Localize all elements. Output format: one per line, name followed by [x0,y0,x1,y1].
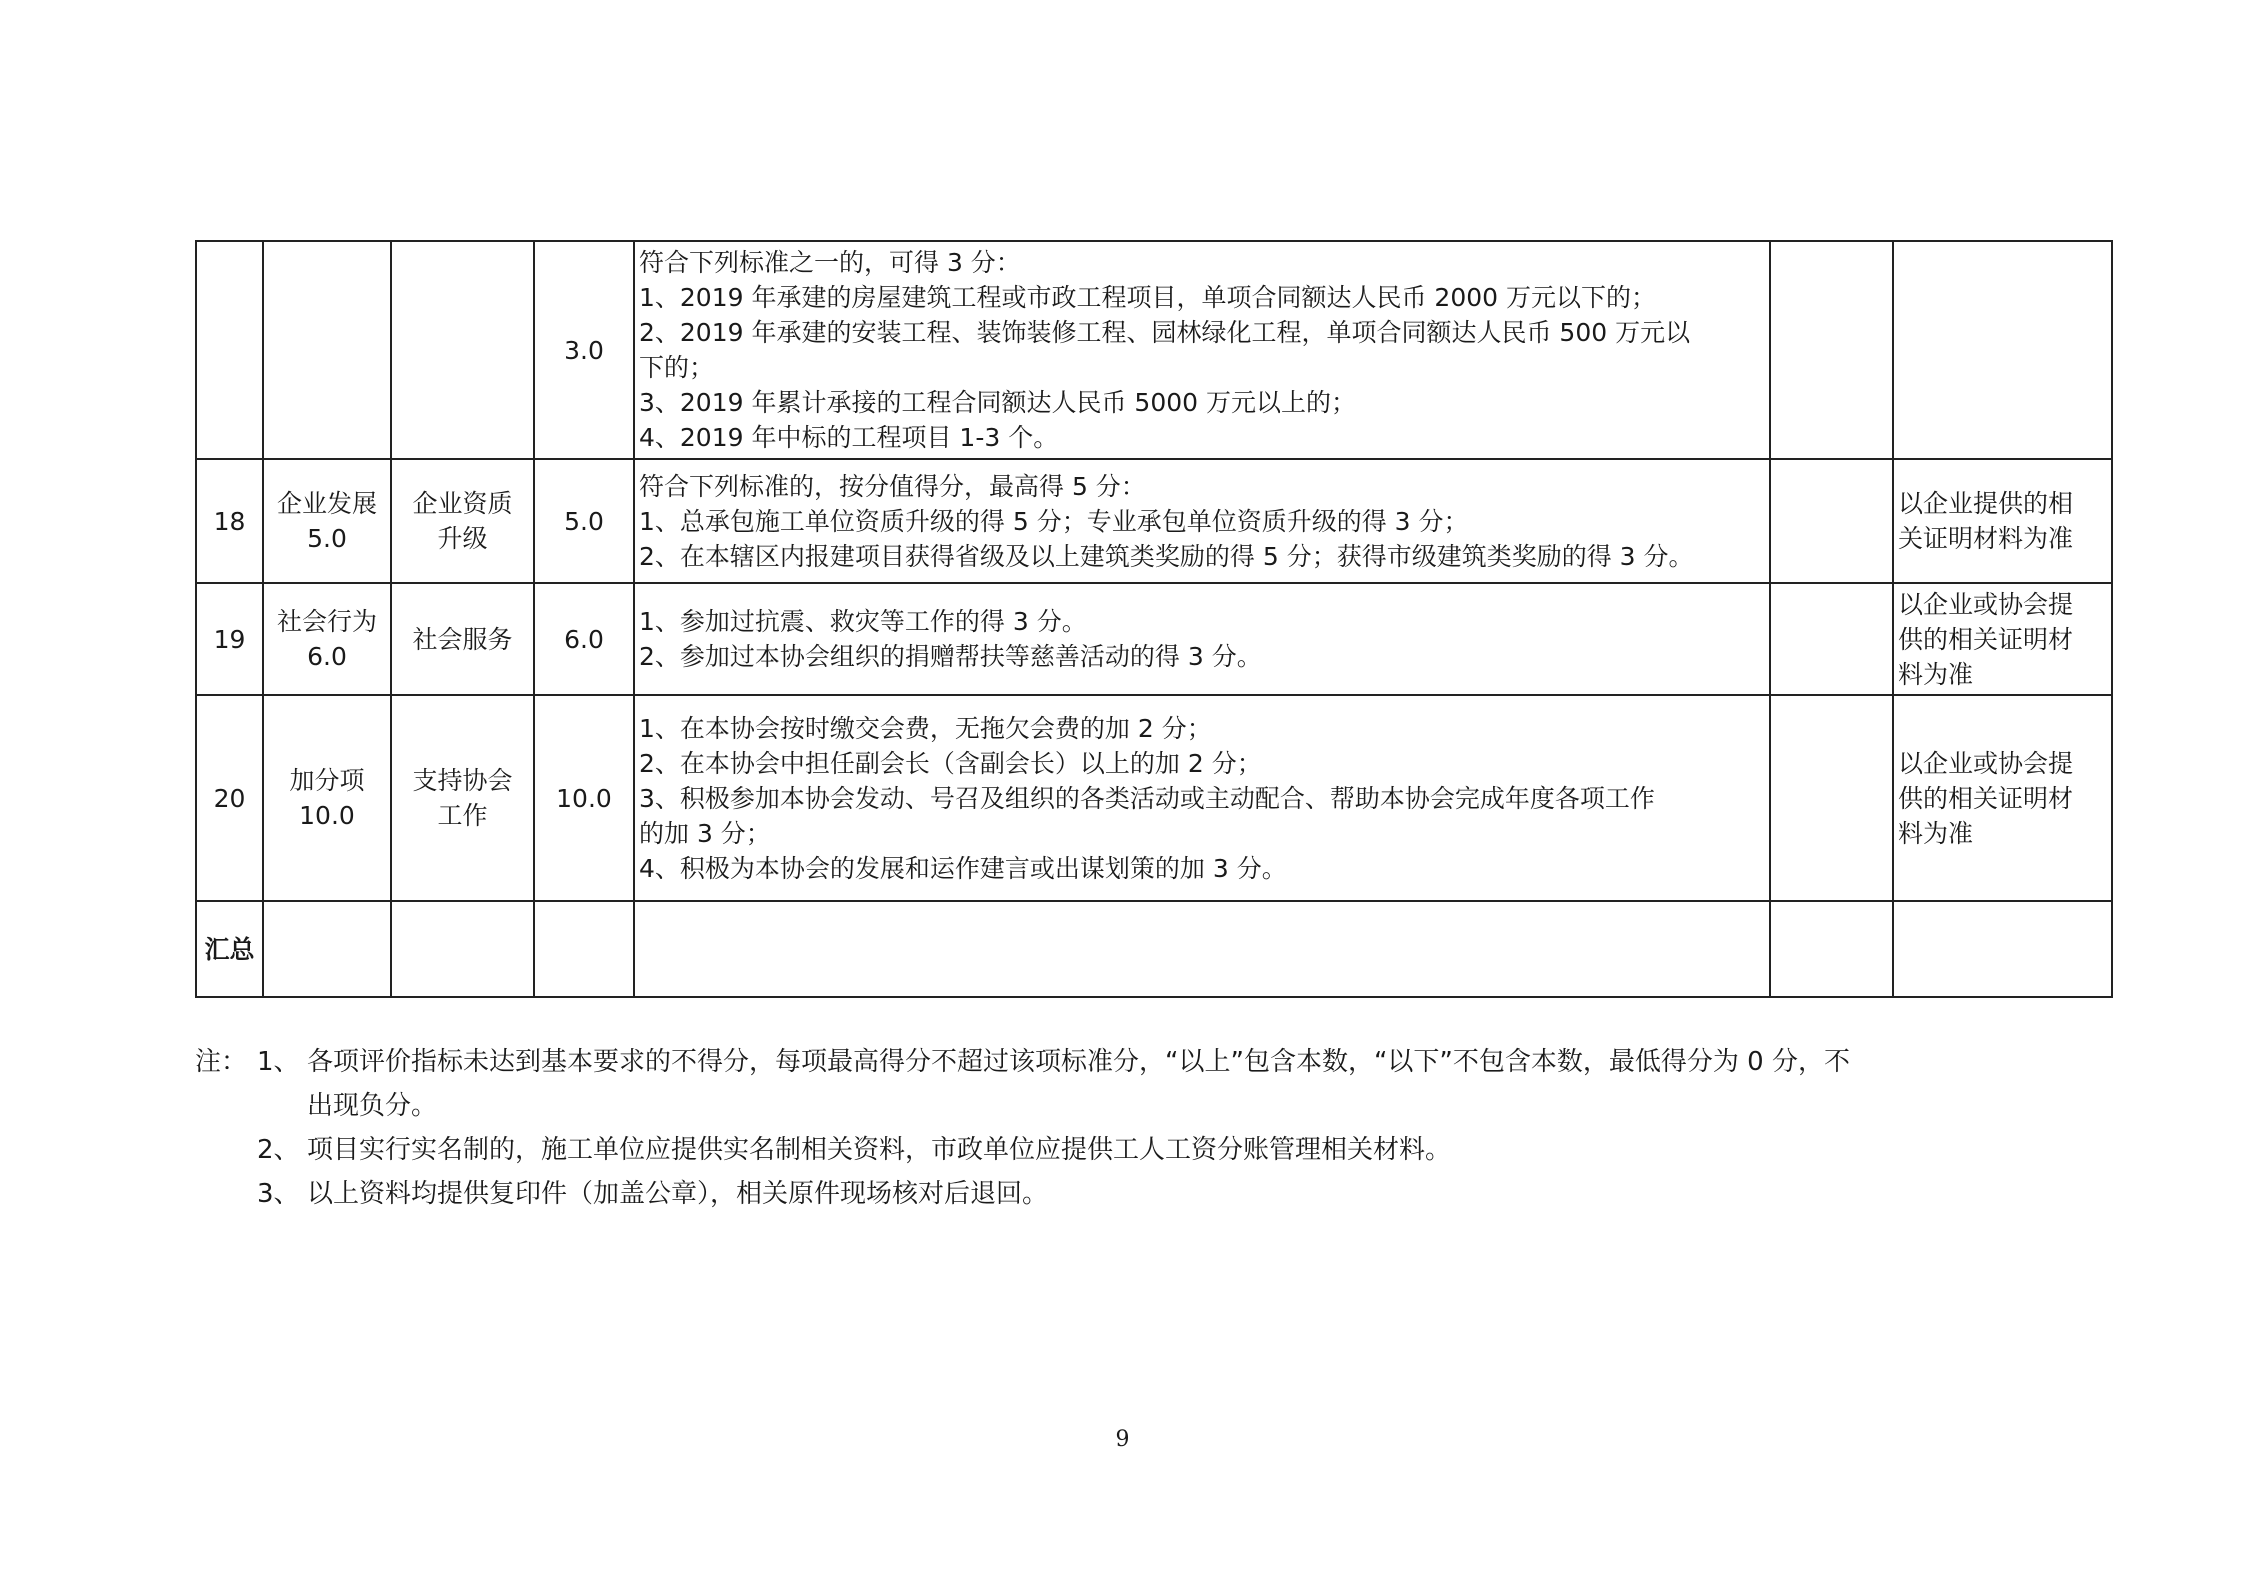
note-number: 2、 [257,1135,300,1165]
total-cell [634,901,1770,997]
row-number: 19 [196,583,263,695]
note-continuation: 出现负分。 [307,1091,438,1121]
note-text: 各项评价指标未达到基本要求的不得分，每项最高得分不超过该项标准分，“以上”包含本数，“以下”不包含本数，最低得分为 0 分，不 [307,1047,1850,1077]
criteria-line: 1、总承包施工单位资质升级的得 5 分；专业承包单位资质升级的得 3 分； [639,506,1469,536]
criteria-line: 符合下列标准之一的，可得 3 分： [639,248,1021,277]
item-cell [391,459,534,583]
total-cell [1770,901,1893,997]
total-row [196,901,2112,997]
score-cell: 6.0 [534,583,634,695]
criteria-line: 4、2019 年中标的工程项目 1-3 个。 [639,423,1059,452]
criteria-line: 2、2019 年承建的安装工程、装饰装修工程、园林绿化工程，单项合同额达人民币 500 万元以 [639,318,1691,347]
note-number: 1、 [257,1047,300,1077]
note-item [195,1172,2095,1216]
actual-score-cell [1770,583,1893,695]
criteria-line: 3、2019 年累计承接的工程合同额达人民币 5000 万元以上的； [639,388,1356,417]
table-row [196,459,2112,583]
criteria-cell [634,695,1770,901]
criteria-line: 1、2019 年承建的房屋建筑工程或市政工程项目，单项合同额达人民币 2000 万元以下的； [639,283,1656,312]
total-cell [534,901,634,997]
item-name: 支持协会 [412,766,513,795]
criteria-line: 下的； [639,353,715,382]
basis-cell [1893,583,2112,695]
category-name: 加分项 [289,766,365,795]
actual-score-cell [1770,695,1893,901]
actual-score-cell [1770,241,1893,459]
category-name: 企业发展 [276,489,377,518]
basis-line: 以企业提供的相 [1898,489,2074,518]
basis-line: 以企业或协会提 [1898,748,2074,778]
row-number [196,241,263,459]
basis-cell [1893,695,2112,901]
criteria-line: 2、在本协会中担任副会长（含副会长）以上的加 2 分； [639,748,1262,778]
row-number: 20 [196,695,263,901]
category-score: 5.0 [307,524,347,553]
notes-prefix: 注： [195,1047,248,1077]
category-score: 10.0 [299,801,355,830]
table-row [196,695,2112,901]
note-number: 3、 [257,1179,300,1209]
basis-line: 关证明材料为准 [1898,524,2074,553]
criteria-line: 2、在本辖区内报建项目获得省级及以上建筑类奖励的得 5 分；获得市级建筑类奖励的得 3 分。 [639,541,1694,571]
criteria-cell [634,241,1770,459]
criteria-line: 1、在本协会按时缴交会费，无拖欠会费的加 2 分； [639,713,1212,743]
note-text: 项目实行实名制的，施工单位应提供实名制相关资料，市政单位应提供工人工资分账管理相关材料。 [307,1135,1452,1165]
basis-line: 料为准 [1898,659,1974,689]
item-cell [391,241,534,459]
item-cell [391,695,534,901]
criteria-line: 4、积极为本协会的发展和运作建言或出谋划策的加 3 分。 [639,853,1287,883]
basis-line: 料为准 [1898,818,1974,848]
basis-line: 供的相关证明材 [1898,783,2074,813]
criteria-line: 1、参加过抗震、救灾等工作的得 3 分。 [639,607,1087,636]
total-cell [391,901,534,997]
criteria-line: 2、参加过本协会组织的捐赠帮扶等慈善活动的得 3 分。 [639,642,1262,671]
criteria-line: 的加 3 分； [639,818,771,848]
table-row [196,583,2112,695]
category-cell [263,695,391,901]
criteria-line: 符合下列标准的，按分值得分，最高得 5 分： [639,471,1146,501]
category-cell [263,459,391,583]
table-body [196,241,2112,997]
category-score: 6.0 [307,642,347,671]
criteria-cell [634,583,1770,695]
note-item [195,1040,2095,1084]
category-cell [263,583,391,695]
category-cell [263,241,391,459]
total-cell [1893,901,2112,997]
basis-cell [1893,459,2112,583]
note-text: 以上资料均提供复印件（加盖公章），相关原件现场核对后退回。 [307,1179,1049,1209]
score-cell: 10.0 [534,695,634,901]
item-name-cont: 工作 [437,801,488,830]
notes-section [195,1040,2095,1216]
criteria-line: 3、积极参加本协会发动、号召及组织的各类活动或主动配合、帮助本协会完成年度各项工作 [639,783,1655,813]
item-name-cont: 升级 [437,524,488,553]
row-number: 18 [196,459,263,583]
basis-cell [1893,241,2112,459]
actual-score-cell [1770,459,1893,583]
basis-line: 以企业或协会提 [1898,589,2074,619]
criteria-cell [634,459,1770,583]
scoring-table [195,240,2113,998]
note-item [195,1128,2095,1172]
score-cell: 5.0 [534,459,634,583]
table-row [196,241,2112,459]
basis-line: 供的相关证明材 [1898,624,2074,654]
item-name: 企业资质 [412,489,513,518]
total-label: 汇总 [196,901,263,997]
total-cell [263,901,391,997]
score-cell: 3.0 [534,241,634,459]
page-number: 9 [1115,1427,1130,1452]
category-name: 社会行为 [276,607,377,636]
item-cell: 社会服务 [391,583,534,695]
